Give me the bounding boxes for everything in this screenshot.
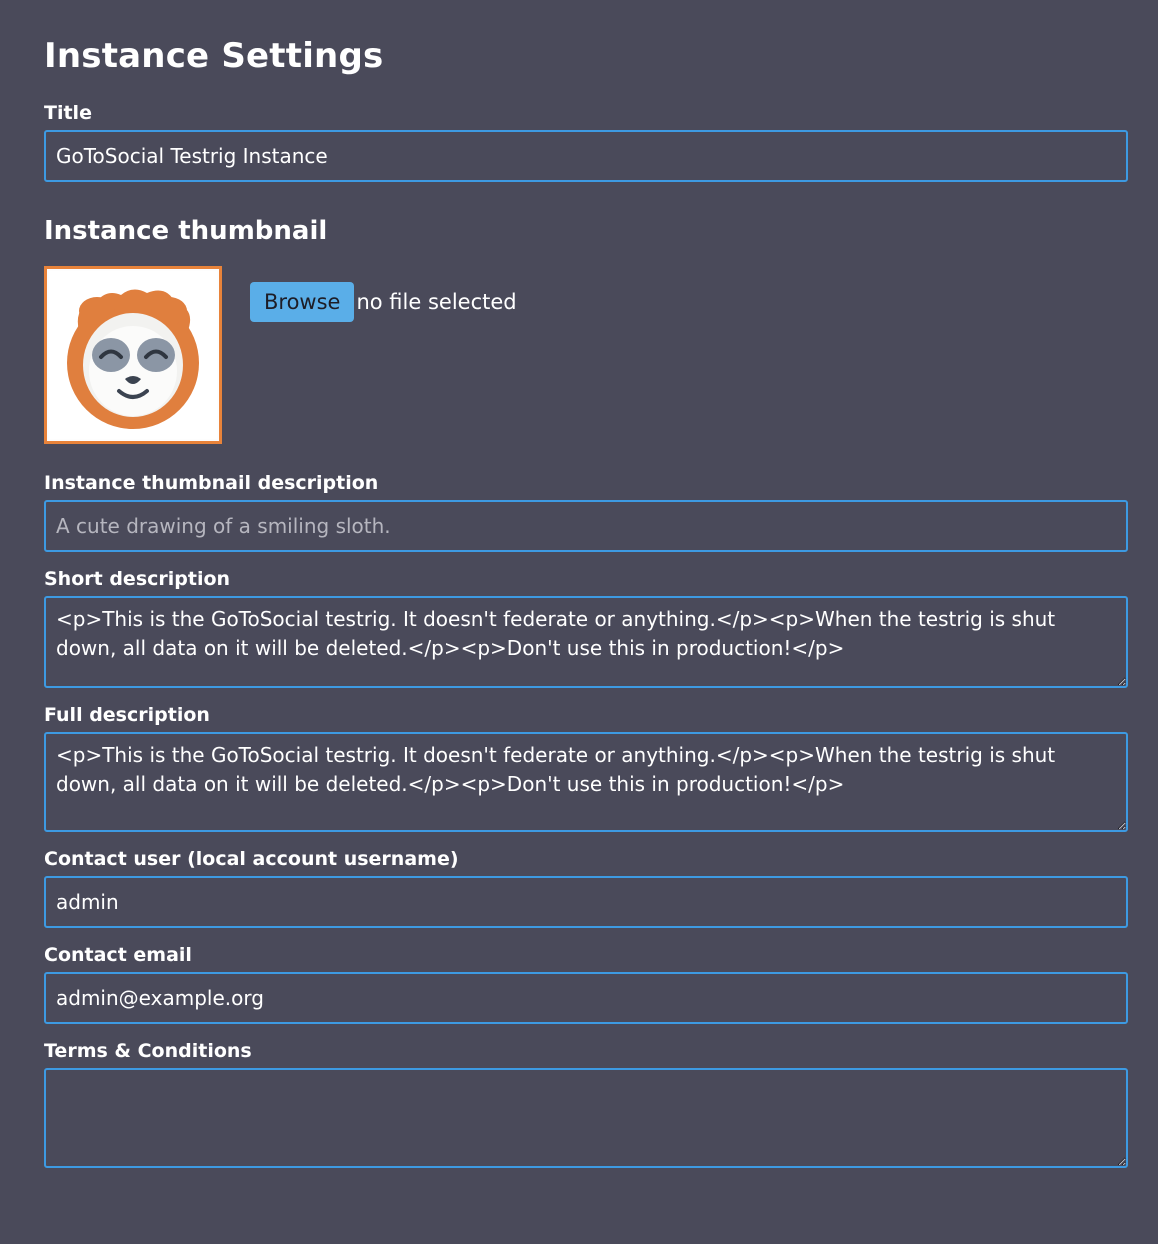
sloth-avatar-icon xyxy=(49,271,217,439)
title-field-group xyxy=(44,102,1128,182)
short-description-group xyxy=(44,568,1128,688)
title-label: Title xyxy=(44,102,92,124)
short-description-label: Short description xyxy=(44,568,231,590)
full-description-label: Full description xyxy=(44,704,210,726)
contact-user-label: Contact user (local account username) xyxy=(44,848,459,870)
contact-email-input[interactable] xyxy=(44,972,1128,1024)
contact-email-group xyxy=(44,944,1128,1024)
full-description-textarea[interactable] xyxy=(44,732,1128,832)
terms-group xyxy=(44,1040,1128,1168)
file-status-label: no file selected xyxy=(356,290,517,314)
terms-textarea[interactable] xyxy=(44,1068,1128,1168)
thumbnail-row xyxy=(44,266,1128,444)
thumbnail-description-label: Instance thumbnail description xyxy=(44,472,379,494)
browse-button[interactable]: Browse xyxy=(250,282,354,322)
full-description-group xyxy=(44,704,1128,832)
contact-user-input[interactable] xyxy=(44,876,1128,928)
thumbnail-preview xyxy=(44,266,222,444)
title-input[interactable] xyxy=(44,130,1128,182)
thumbnail-description-input[interactable] xyxy=(44,500,1128,552)
instance-thumbnail-heading: Instance thumbnail xyxy=(44,216,328,246)
terms-label: Terms & Conditions xyxy=(44,1040,252,1062)
thumbnail-file-picker[interactable] xyxy=(250,282,517,322)
contact-email-label: Contact email xyxy=(44,944,192,966)
thumbnail-description-group xyxy=(44,472,1128,552)
short-description-textarea[interactable] xyxy=(44,596,1128,688)
contact-user-group xyxy=(44,848,1128,928)
page-title: Instance Settings xyxy=(44,36,384,76)
